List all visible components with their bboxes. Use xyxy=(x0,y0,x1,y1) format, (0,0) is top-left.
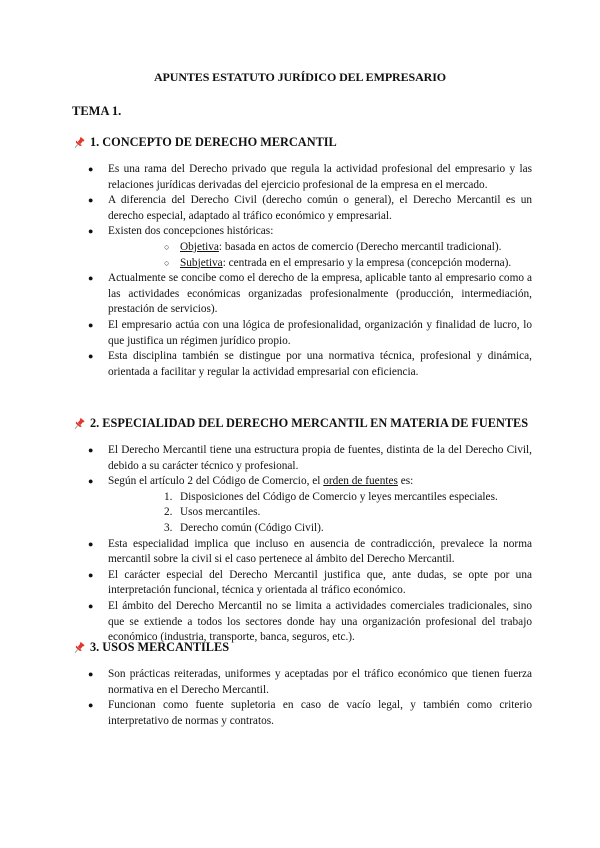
list-item-text: es: xyxy=(397,475,414,488)
sublist-item-text: : basada en actos de comercio (Derecho mercantil tradicional). xyxy=(218,240,502,253)
list-item-text: El ámbito del Derecho Mercantil no se limita a actividades comerciales tradicionales, sino que se extiende a todos los sectores donde hay una organización profesional del trabajo económico (industria, transporte, banca, seguros, etc.). xyxy=(108,599,532,644)
pushpin-icon xyxy=(72,417,86,431)
list-item-text: Esta disciplina también se distingue por una normativa técnica, profesional y dinámica, orientada a facilitar y regular la actividad empresarial con eficiencia. xyxy=(108,350,532,378)
subjetiva-term: Subjetiva xyxy=(180,256,223,269)
list-item-text: Actualmente se concibe como el derecho de la empresa, aplicable tanto al empresario como a las actividades económicas organizadas profesionalmente (producción, intermediación, prestación de servicios). xyxy=(108,272,532,316)
tema-heading: TEMA 1. xyxy=(72,104,122,118)
list-item xyxy=(72,162,532,193)
list-item xyxy=(72,474,532,536)
orden-de-fuentes-term: orden de fuentes xyxy=(323,475,398,488)
ordered-item-number: 1. xyxy=(164,490,173,503)
ordered-item-text: Derecho común (Código Civil). xyxy=(180,521,324,534)
list-item xyxy=(72,224,532,271)
ordered-item-number: 2. xyxy=(164,506,173,519)
ordered-item-text: Disposiciones del Código de Comercio y leyes mercantiles especiales. xyxy=(180,490,498,503)
sublist-item-text: : centrada en el empresario y la empresa (concepción moderna). xyxy=(222,256,512,269)
sublist-item: ○ Subjetiva: centrada en el empresario y la empresa (concepción moderna). xyxy=(164,256,512,269)
section-1-list xyxy=(72,162,532,380)
list-item-text: Son prácticas reiteradas, uniformes y aceptadas por el tráfico económico que tienen fuerza normativa en el Derecho Mercantil. xyxy=(108,668,532,696)
section-1-title: 1. CONCEPTO DE DERECHO MERCANTIL xyxy=(90,135,337,149)
list-item-text: El empresario actúa con una lógica de profesionalidad, organización y finalidad de lucro, lo que justifica un régimen jurídico propio. xyxy=(108,318,532,347)
list-item xyxy=(72,349,532,380)
section-3-heading xyxy=(72,640,532,655)
section-2-list xyxy=(72,443,532,646)
ordered-item xyxy=(108,490,532,506)
list-item-text: Existen dos concepciones históricas: xyxy=(108,225,274,238)
concepciones-sublist xyxy=(108,240,532,271)
objetiva-term: Objetiva xyxy=(180,240,219,253)
ordered-item xyxy=(108,521,532,537)
section-2-heading xyxy=(72,416,532,431)
pushpin-icon xyxy=(72,641,86,655)
list-item-text: Es una rama del Derecho privado que regula la actividad profesional del empresario y las relaciones jurídicas derivadas del ejercicio profesional de la empresa en el mercado. xyxy=(108,163,532,191)
list-item xyxy=(72,271,532,318)
ordered-item-text: Usos mercantiles. xyxy=(180,506,261,519)
document-title: APUNTES ESTATUTO JURÍDICO DEL EMPRESARIO xyxy=(153,70,447,84)
list-item xyxy=(72,537,532,568)
list-item xyxy=(72,318,532,349)
list-item xyxy=(72,698,532,729)
list-item-text: Esta especialidad implica que incluso en ausencia de contradicción, prevalece la norma mercantil sobre la civil si el caso pertenece al ámbito del Derecho Mercantil. xyxy=(108,537,532,566)
list-item xyxy=(72,443,532,474)
section-2 xyxy=(72,416,532,646)
list-item-text: El Derecho Mercantil tiene una estructura propia de fuentes, distinta de la del Derecho Civil, debido a su carácter técnico y profesional. xyxy=(108,444,532,472)
section-2-title: 2. ESPECIALIDAD DEL DERECHO MERCANTIL EN MATERIA DE FUENTES xyxy=(90,416,529,430)
list-item xyxy=(72,599,532,646)
fuentes-ordered-list xyxy=(108,490,532,537)
section-1 xyxy=(72,135,532,380)
ordered-item-number: 3. xyxy=(164,521,173,534)
sublist-item: ○ Objetiva: basada en actos de comercio (Derecho mercantil tradicional). xyxy=(164,240,502,253)
list-item xyxy=(72,193,532,224)
pushpin-icon xyxy=(72,136,86,150)
section-3-title: 3. USOS MERCANTILES xyxy=(90,640,230,654)
list-item-text: Según el artículo 2 del Código de Comercio, el xyxy=(108,475,324,488)
section-1-heading xyxy=(72,135,532,150)
list-item xyxy=(72,667,532,698)
section-3 xyxy=(72,640,532,729)
list-item xyxy=(72,568,532,599)
list-item-text: Funcionan como fuente supletoria en caso de vacío legal, y también como criterio interpretativo de normas y contratos. xyxy=(108,699,532,727)
list-item-text: A diferencia del Derecho Civil (derecho común o general), el Derecho Mercantil es un derecho especial, adaptado al tráfico económico y empresarial. xyxy=(108,194,532,222)
ordered-item xyxy=(108,505,532,521)
list-item-text: El carácter especial del Derecho Mercantil justifica que, ante dudas, se opte por una interpretación funcional, técnica y orientada al tráfico económico. xyxy=(108,568,532,597)
section-3-list xyxy=(72,667,532,729)
